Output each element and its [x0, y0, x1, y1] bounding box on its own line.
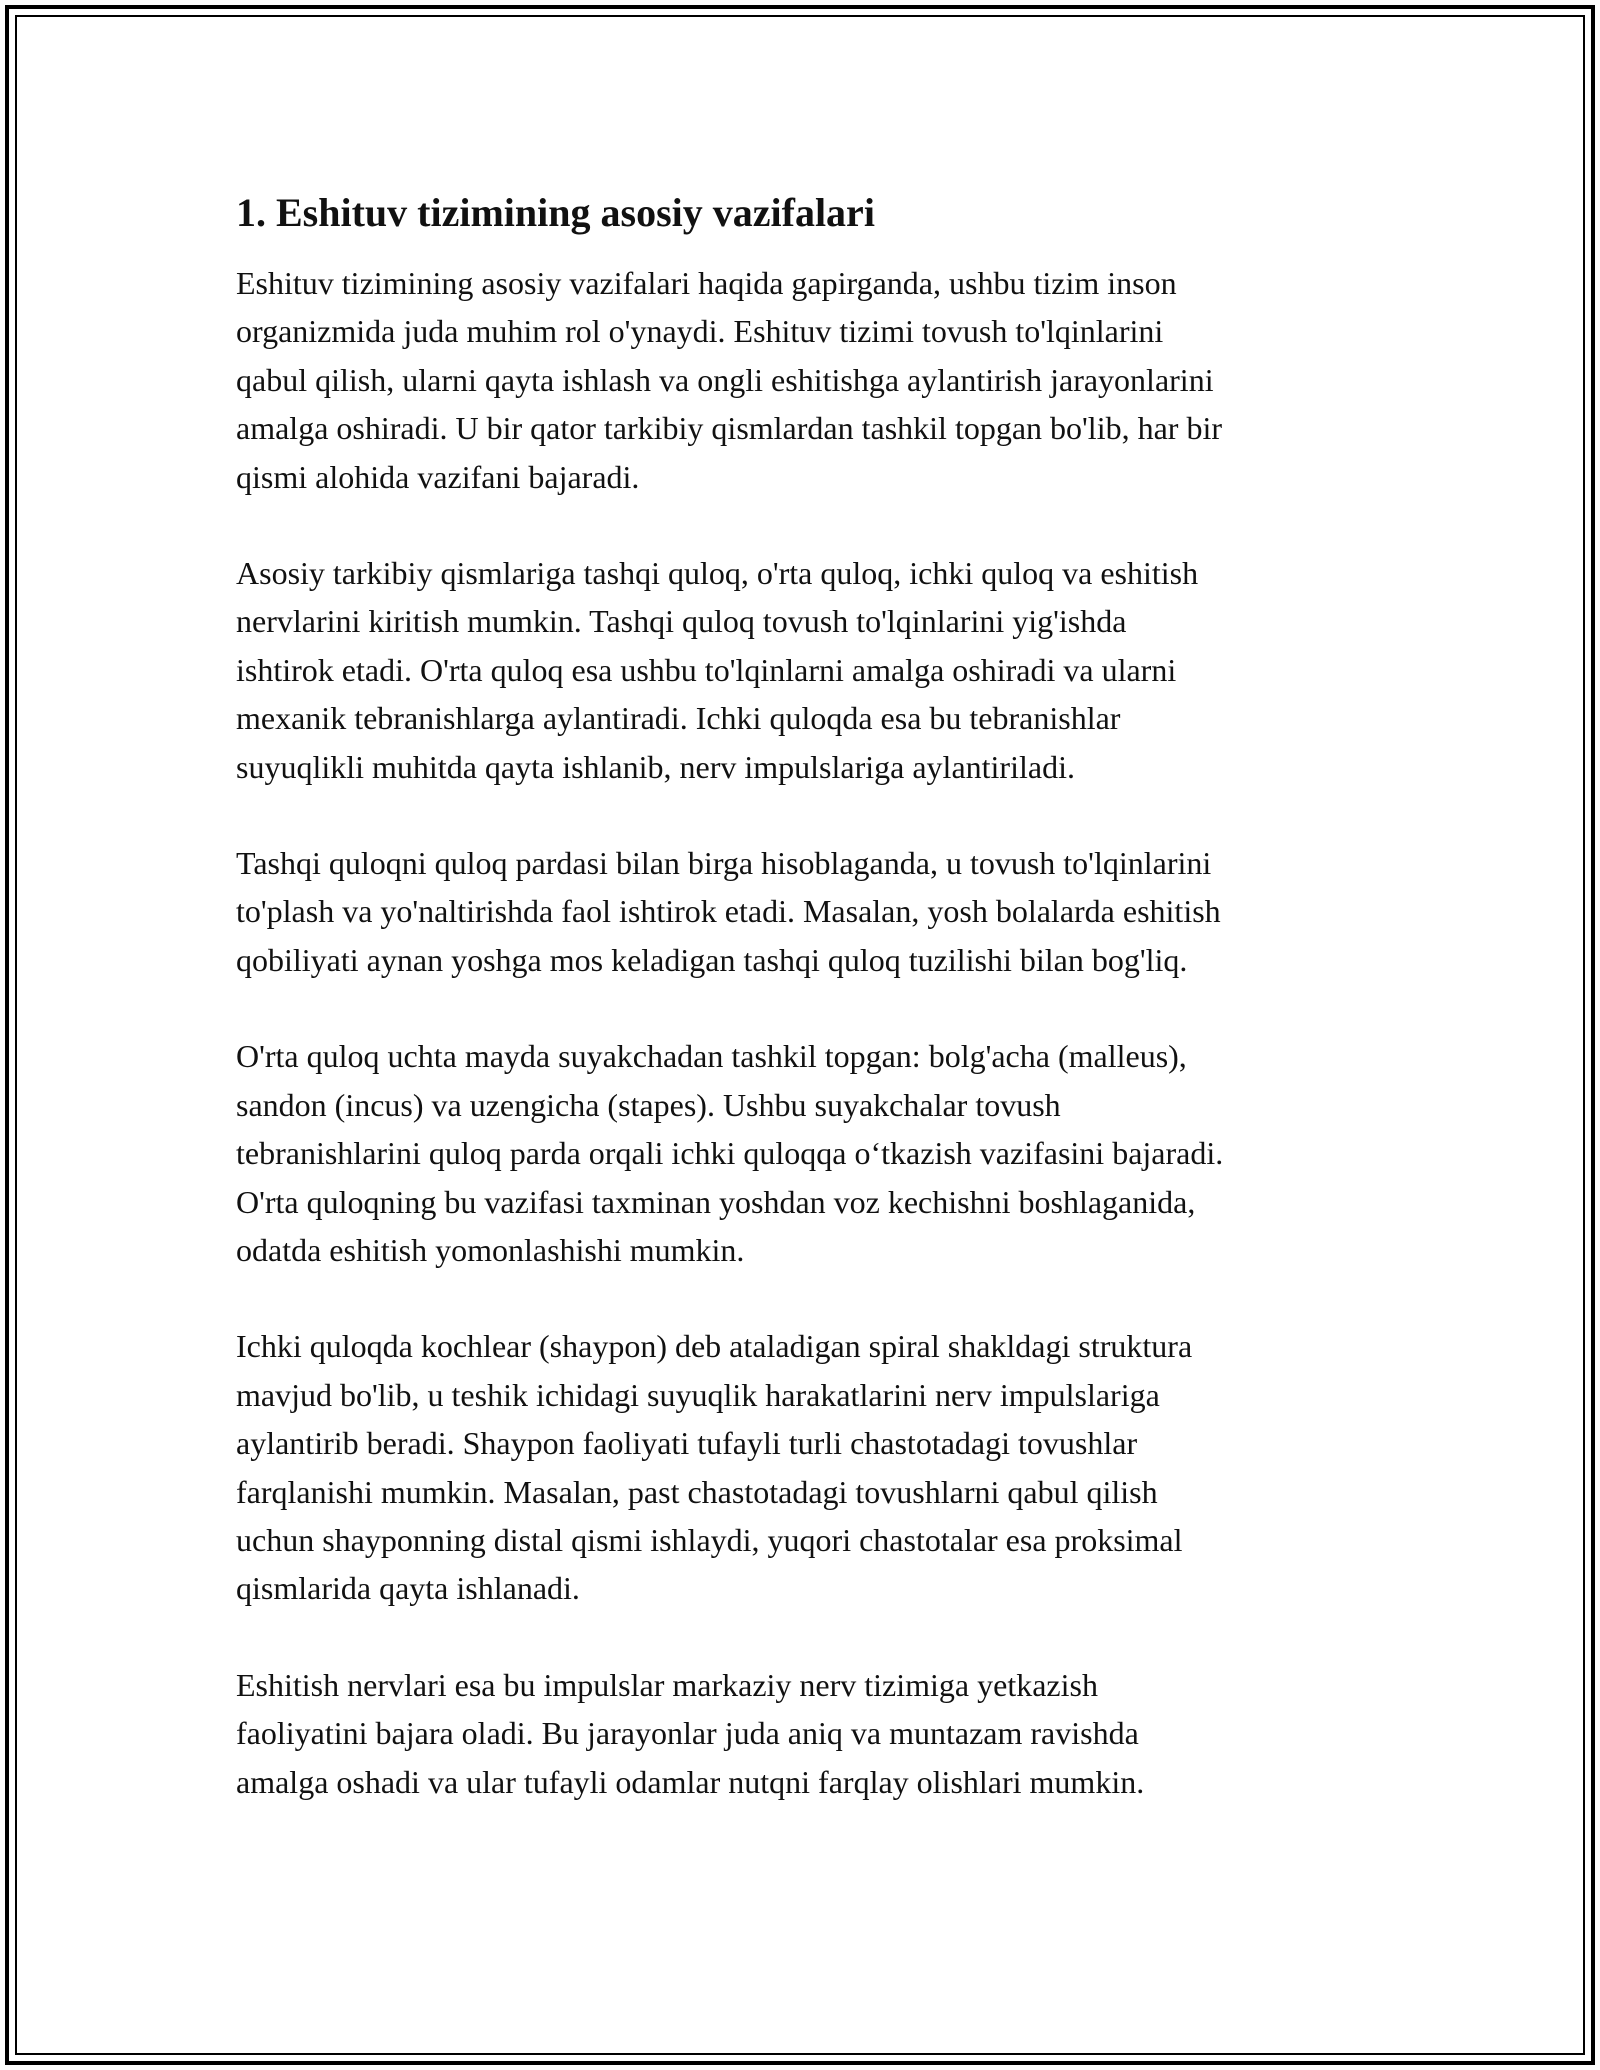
paragraph-6: [236, 1661, 1386, 1806]
text-line: qobiliyati aynan yoshga mos keladigan tashqi quloq tuzilishi bilan bog'liq.: [236, 941, 1188, 978]
paragraph-2: [236, 549, 1386, 791]
text-line: mavjud bo'lib, u teshik ichidagi suyuqlik harakatlarini nerv impulslariga: [236, 1376, 1160, 1413]
text-line: organizmida juda muhim rol o'ynaydi. Eshituv tizimi tovush to'lqinlarini: [236, 313, 1164, 350]
text-line: sandon (incus) va uzengicha (stapes). Ushbu suyakchalar tovush: [236, 1086, 1061, 1123]
text-line: faoliyatini bajara oladi. Bu jarayonlar juda aniq va muntazam ravishda: [236, 1715, 1139, 1752]
text-line: ishtirok etadi. O'rta quloq esa ushbu to'lqinlarni amalga oshiradi va ularni: [236, 651, 1177, 688]
text-line: amalga oshadi va ular tufayli odamlar nutqni farqlay olishlari mumkin.: [236, 1763, 1145, 1800]
paragraph-3: [236, 839, 1386, 984]
text-line: qismlarida qayta ishlanadi.: [236, 1570, 580, 1607]
text-line: nervlarini kiritish mumkin. Tashqi quloq tovush to'lqinlarini yig'ishda: [236, 603, 1127, 640]
text-line: O'rta quloqning bu vazifasi taxminan yoshdan voz kechishni boshlaganida,: [236, 1183, 1196, 1220]
text-line: suyuqlikli muhitda qayta ishlanib, nerv impulslariga aylantiriladi.: [236, 748, 1075, 785]
text-line: mexanik tebranishlarga aylantiradi. Ichki quloqda esa bu tebranishlar: [236, 700, 1121, 737]
text-line: Eshituv tizimining asosiy vazifalari haqida gapirganda, ushbu tizim inson: [236, 265, 1177, 301]
text-line: qabul qilish, ularni qayta ishlash va ongli eshitishga aylantirish jarayonlarini: [236, 361, 1214, 398]
text-line: Ichki quloqda kochlear (shaypon) deb ataladigan spiral shakldagi struktura: [236, 1328, 1193, 1365]
document-body: [236, 186, 1386, 1854]
text-line: aylantirib beradi. Shaypon faoliyati tufayli turli chastotadagi tovushlar: [236, 1425, 1138, 1462]
paragraph-4: [236, 1032, 1386, 1274]
document-title: 1. Eshituv tizimining asosiy vazifalari: [236, 190, 875, 235]
text-line: tebranishlarini quloq parda orqali ichki quloqqa o‘tkazish vazifasini bajaradi.: [236, 1135, 1224, 1172]
text-line: Eshitish nervlari esa bu impulslar markaziy nerv tizimiga yetkazish: [236, 1666, 1098, 1703]
text-line: uchun shayponning distal qismi ishlaydi, yuqori chastotalar esa proksimal: [236, 1521, 1183, 1558]
text-line: Asosiy tarkibiy qismlariga tashqi quloq, o'rta quloq, ichki quloq va eshitish: [236, 555, 1199, 592]
paragraph-5: [236, 1322, 1386, 1612]
text-line: amalga oshiradi. U bir qator tarkibiy qismlardan tashkil topgan bo'lib, har bir: [236, 410, 1222, 447]
text-line: O'rta quloq uchta mayda suyakchadan tashkil topgan: bolg'acha (malleus),: [236, 1038, 1187, 1075]
text-line: farqlanishi mumkin. Masalan, past chastotadagi tovushlarni qabul qilish: [236, 1473, 1158, 1510]
paragraph-1: [236, 259, 1386, 501]
text-line: qismi alohida vazifani bajaradi.: [236, 458, 640, 495]
text-line: odatda eshitish yomonlashishi mumkin.: [236, 1231, 745, 1268]
text-line: to'plash va yo'naltirishda faol ishtirok etadi. Masalan, yosh bolalarda eshitish: [236, 893, 1221, 930]
text-line: Tashqi quloqni quloq pardasi bilan birga hisoblaganda, u tovush to'lqinlarini: [236, 845, 1212, 882]
